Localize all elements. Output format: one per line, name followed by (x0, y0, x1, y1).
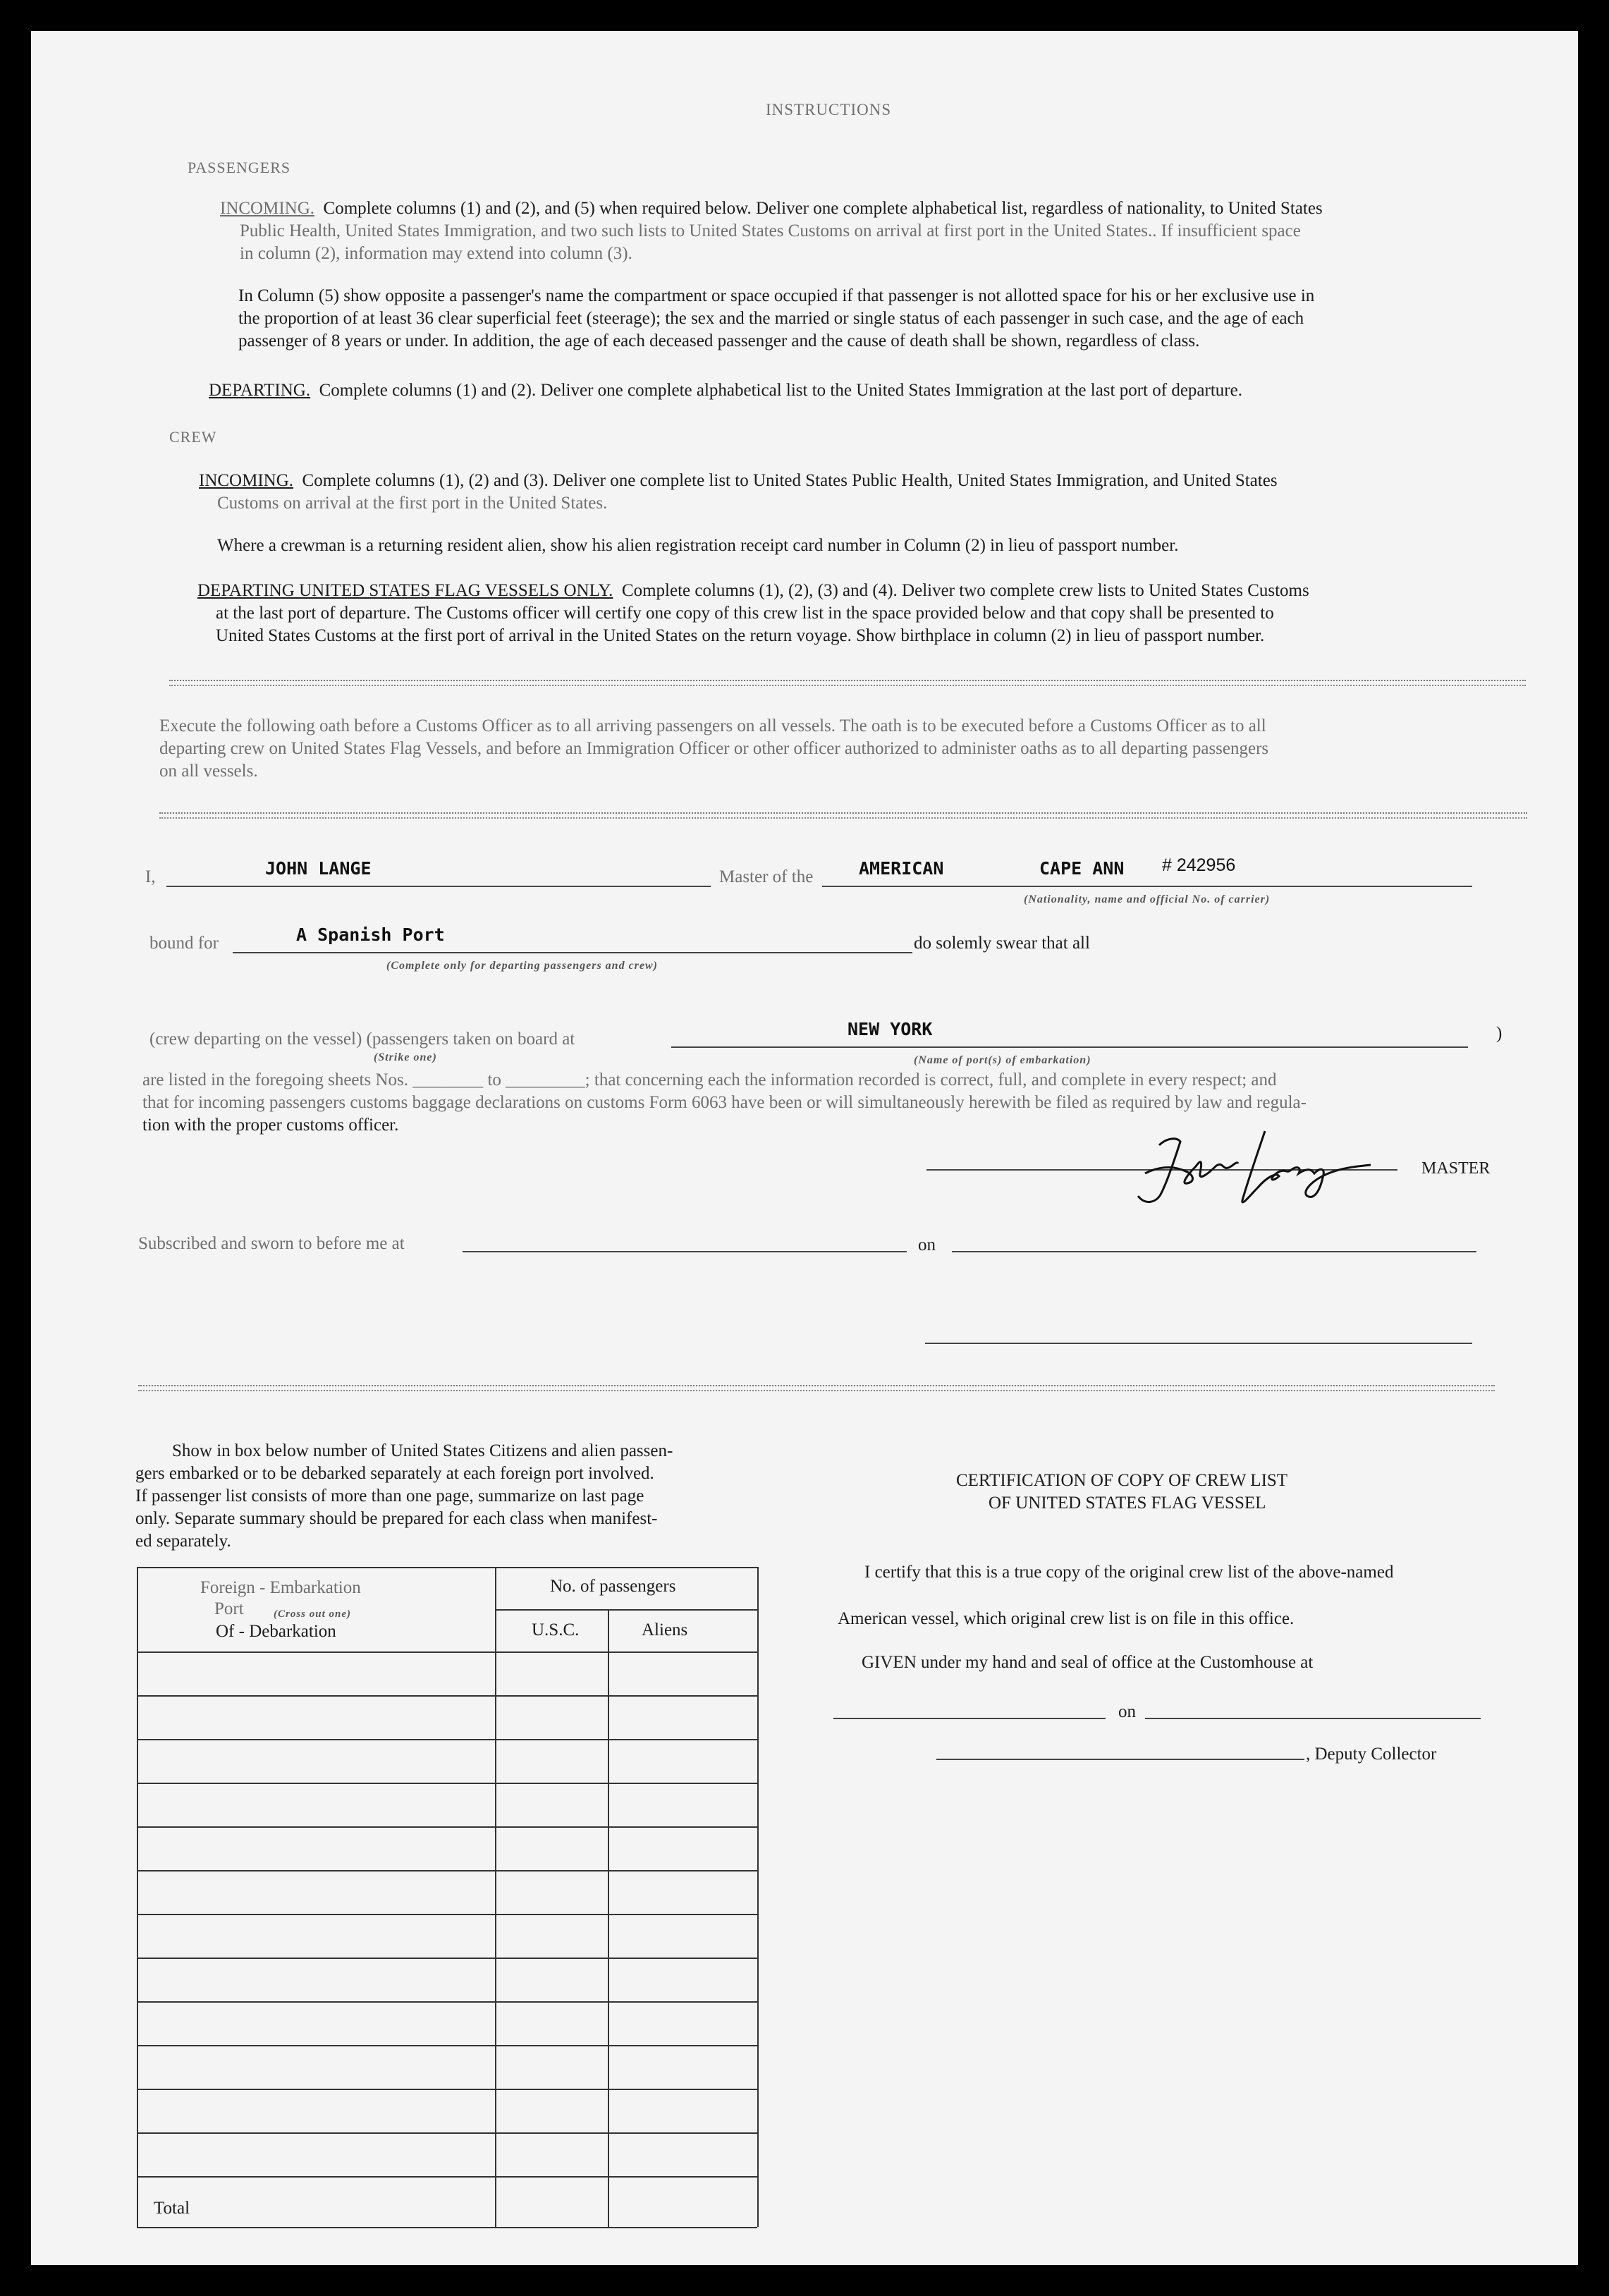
total-label: Total (154, 2199, 190, 2218)
table-border (495, 1567, 496, 2227)
subscribed-label: Subscribed and sworn to before me at (138, 1234, 405, 1253)
table-border (137, 1567, 757, 1568)
port-caption: (Name of port(s) of embarkation) (914, 1054, 1091, 1066)
oath-instructions-line-2: departing crew on United States Flag Vessels, and before an Immigration Officer or other officer authorized to administer oaths as to all departing passengers (159, 739, 1269, 758)
table-row (137, 1958, 757, 1959)
col-header-of: Of - Debarkation (216, 1622, 336, 1641)
crew-incoming-line-1: INCOMING. Complete columns (1), (2) and (3). Deliver one complete list to United States Public Health, United States Immigration, and United States (199, 471, 1278, 490)
strike-caption: (Strike one) (374, 1051, 437, 1063)
passengers-incoming-line-2: Public Health, United States Immigration, and two such lists to United States Customs on arrival at first port in the United States.. If insufficient space (240, 221, 1301, 240)
table-border (495, 1609, 757, 1611)
subscribed-place-line (463, 1251, 907, 1252)
nationality-value[interactable]: AMERICAN (859, 858, 944, 879)
crew-departing-line-3: United States Customs at the first port of arrival in the United States on the return voyage. Show birthplace in column (2) in lieu of passport number. (216, 626, 1265, 645)
close-paren: ) (1496, 1024, 1503, 1043)
summary-line-5: ed separately. (135, 1532, 231, 1551)
carrier-field-line (822, 886, 1472, 887)
deputy-collector-label: , Deputy Collector (1306, 1745, 1437, 1764)
customhouse-field-line (833, 1718, 1106, 1719)
column5-line-3: passenger of 8 years or under. In addition, the age of each deceased passenger and the cause of death shall be shown, regardless of class. (238, 331, 1200, 350)
form-page (31, 31, 1578, 2265)
table-border (137, 1567, 138, 2227)
listed-line-2: that for incoming passengers customs baggage declarations on customs Form 6063 have been or will simultaneously herewith be filed as required by law and regula- (142, 1093, 1307, 1112)
crew-departing-line-1: DEPARTING UNITED STATES FLAG VESSELS ONLY. Complete columns (1), (2), (3) and (4). Deliver two complete crew lists to United States Customs (197, 581, 1309, 600)
summary-line-4: only. Separate summary should be prepared for each class when manifest- (135, 1509, 658, 1528)
table-row (137, 2045, 757, 2046)
master-name-value[interactable]: JOHN LANGE (265, 858, 372, 879)
bound-for-field-line (233, 952, 912, 953)
passengers-heading: PASSENGERS (188, 159, 291, 176)
crew-alien-line: Where a crewman is a returning resident alien, show his alien registration receipt card number in Column (2) in lieu of passport number. (217, 536, 1179, 555)
table-row (137, 2001, 757, 2003)
swear-text: do solemly swear that all (914, 934, 1090, 953)
passengers-incoming-label: INCOMING. (220, 199, 315, 218)
oath-i-label: I, (145, 867, 156, 886)
column5-line-2: the proportion of at least 36 clear superficial feet (steerage); the sex and the married or single status of each passenger in such case, and the age of each (238, 309, 1304, 328)
listed-line-1: are listed in the foregoing sheets Nos. ________ to _________; that concerning each the information recorded is correct, full, and complete in every respect; and (142, 1070, 1277, 1089)
carrier-caption: (Nationality, name and official No. of carrier) (1024, 893, 1271, 905)
passengers-departing-line: DEPARTING. Complete columns (1) and (2). Deliver one complete alphabetical list to the United States Immigration at the last port of departure. (209, 381, 1242, 400)
passengers-departing-label: DEPARTING. (209, 381, 311, 400)
oath-instructions-line-3: on all vessels. (159, 762, 258, 781)
bound-for-caption: (Complete only for departing passengers and crew) (386, 960, 658, 972)
divider (159, 812, 1527, 819)
crew-incoming-label: INCOMING. (199, 471, 294, 490)
officer-signature-line (925, 1343, 1472, 1344)
table-border (137, 2227, 757, 2228)
certification-date-line (1145, 1718, 1481, 1719)
column5-line-1: In Column (5) show opposite a passenger's name the compartment or space occupied if that passenger is not allotted space for his or her exclusive use in (238, 286, 1315, 305)
certification-line-1: I certify that this is a true copy of the original crew list of the above-named (864, 1563, 1394, 1582)
divider (138, 1385, 1495, 1391)
crew-departing-text: (crew departing on the vessel) (passengers taken on board at (149, 1030, 575, 1049)
certification-on-label: on (1118, 1702, 1136, 1721)
table-row (137, 1695, 757, 1697)
col-header-port: Port (214, 1599, 244, 1618)
master-of-label: Master of the (719, 867, 814, 886)
col-header-no-of-passengers: No. of passengers (550, 1577, 676, 1596)
port-value[interactable]: NEW YORK (848, 1019, 933, 1039)
summary-line-1: Show in box below number of United States Citizens and alien passen- (172, 1441, 673, 1460)
subscribed-on-label: on (918, 1235, 936, 1254)
passengers-incoming-line-3: in column (2), information may extend into column (3). (240, 244, 632, 263)
table-border (757, 1567, 759, 2227)
certification-title-line-1: CERTIFICATION OF COPY OF CREW LIST (956, 1471, 1288, 1490)
master-label: MASTER (1421, 1159, 1491, 1178)
passengers-incoming-line-1: INCOMING. Complete columns (1) and (2), and (5) when required below. Deliver one complete alphabetical list, regardless of nationality, to United States (220, 199, 1323, 218)
bound-for-value[interactable]: A Spanish Port (296, 924, 445, 945)
table-row (137, 1914, 757, 1915)
certification-line-2: American vessel, which original crew list is on file in this office. (838, 1609, 1295, 1628)
master-name-field-line (166, 886, 711, 887)
col-header-aliens: Aliens (642, 1620, 688, 1639)
summary-line-2: gers embarked or to be debarked separately at each foreign port involved. (135, 1464, 654, 1483)
col-header-cross: (Cross out one) (274, 1608, 352, 1620)
certification-line-3: GIVEN under my hand and seal of office at the Customhouse at (862, 1653, 1314, 1672)
crew-departing-line-2: at the last port of departure. The Customs officer will certify one copy of this crew list in the space provided below and that copy shall be presented to (216, 604, 1274, 623)
oath-instructions-line-1: Execute the following oath before a Customs Officer as to all arriving passengers on all vessels. The oath is to be executed before a Customs Officer as to all (159, 716, 1266, 735)
instructions-title: INSTRUCTIONS (766, 101, 892, 118)
crew-heading: CREW (169, 428, 217, 446)
crew-incoming-line-2: Customs on arrival at the first port in the United States. (217, 494, 608, 513)
divider (169, 680, 1526, 686)
table-row (137, 1739, 757, 1740)
table-row (137, 2176, 757, 2178)
deputy-signature-line (936, 1759, 1304, 1760)
official-number-value[interactable]: # 242956 (1162, 855, 1236, 875)
table-row (137, 2132, 757, 2134)
col-header-foreign: Foreign - Embarkation (200, 1578, 361, 1597)
port-field-line (671, 1046, 1468, 1048)
col-header-usc: U.S.C. (532, 1620, 580, 1639)
table-border (608, 1609, 609, 2227)
listed-line-3: tion with the proper customs officer. (142, 1116, 399, 1135)
summary-line-3: If passenger list consists of more than one page, summarize on last page (135, 1486, 644, 1506)
table-row (137, 1870, 757, 1871)
subscribed-date-line (952, 1251, 1476, 1252)
master-signature-icon (1117, 1117, 1385, 1223)
table-row (137, 1783, 757, 1784)
bound-for-label: bound for (149, 934, 219, 953)
vessel-name-value[interactable]: CAPE ANN (1039, 858, 1125, 879)
crew-departing-label: DEPARTING UNITED STATES FLAG VESSELS ONLY. (197, 581, 613, 600)
table-row (137, 1651, 757, 1653)
table-row (137, 2089, 757, 2090)
table-row (137, 1826, 757, 1828)
certification-title-line-2: OF UNITED STATES FLAG VESSEL (989, 1494, 1266, 1513)
